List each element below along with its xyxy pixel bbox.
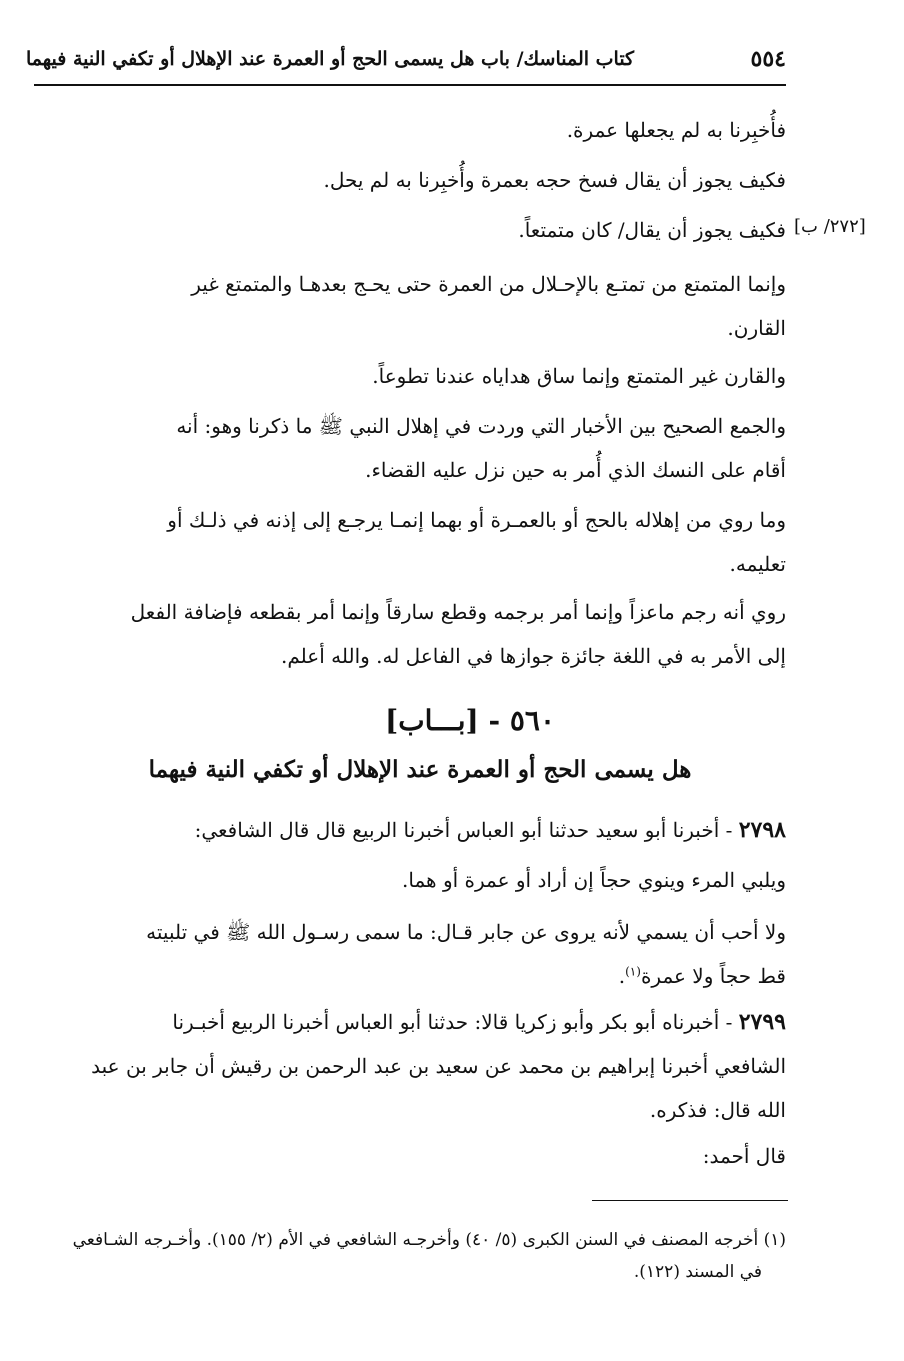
paragraph-line: فأُخبِرنا به لم يجعلها عمرة.	[566, 118, 786, 142]
paragraph-line	[30, 954, 786, 998]
section-title: هل يسمى الحج أو العمرة عند الإهلال أو تكفي النية فيهما	[148, 756, 692, 783]
footnote	[34, 1224, 786, 1288]
paragraph-line: أقام على النسك الذي أُمر به حين نزل عليه القضاء.	[365, 458, 786, 482]
hadith-isnad-text: - أخبرناه أبو بكر وأبو زكريا قالا: حدثنا أبو العباس أخبرنا الربيع أخبـرنا	[172, 1010, 739, 1034]
paragraph-line: وما روي من إهلاله بالحج أو بالعمـرة أو بهما إنمـا يرجـع إلى إذنه في ذلـك أو	[167, 508, 786, 532]
hadith-number: ٢٧٩٨	[738, 817, 786, 843]
hadith-2799	[30, 1000, 786, 1132]
paragraph-2	[90, 158, 786, 202]
footnote-line: (١) أخرجه المصنف في السنن الكبرى (٥/ ٤٠) وأخرجـه الشافعي في الأم (٢/ ١٥٥). وأخـرجه الشـافعي	[72, 1230, 786, 1250]
paragraph-7	[30, 498, 786, 586]
paragraph-line: ولا أحب أن يسمي لأنه يروى عن جابر قـال: ما سمى رسـول الله ﷺ في تلبيته	[146, 920, 786, 944]
paragraph-line	[30, 1000, 786, 1044]
paragraph-line: الشافعي أخبرنا إبراهيم بن محمد عن سعيد بن عبد الرحمن بن رقيش أن جابر بن عبد	[91, 1054, 786, 1078]
paragraph-line: فكيف يجوز أن يقال/ كان متمتعاً.	[518, 218, 786, 242]
hadith-2799-comment	[90, 1134, 786, 1178]
paragraph-5	[90, 354, 786, 398]
paragraph-line: فكيف يجوز أن يقال فسخ حجه بعمرة وأُخبِرنا به لم يحل.	[323, 168, 786, 192]
paragraph-line: تعليمه.	[729, 552, 786, 576]
footnote-line: في المسند (١٢٢).	[633, 1262, 762, 1282]
manuscript-folio-marker: [٢٧٢/ ب]	[794, 216, 866, 237]
paragraph-text: قط حجاً ولا عمرة	[640, 964, 786, 988]
paragraph-4	[30, 262, 786, 350]
page-number: ٥٥٤	[750, 46, 786, 72]
full-stop: .	[618, 964, 626, 988]
paragraph-line: إلى الأمر به في اللغة جائزة جوازها في الفاعل له. والله أعلم.	[281, 644, 786, 668]
running-title: كتاب المناسك/ باب هل يسمى الحج أو العمرة عند الإهلال أو تكفي النية فيهما	[26, 48, 635, 70]
header-rule	[34, 84, 786, 86]
footnote-reference[interactable]: (١)	[625, 964, 641, 979]
hadith-isnad-text: - أخبرنا أبو سعيد حدثنا أبو العباس أخبرنا الربيع قال قال الشافعي:	[194, 818, 739, 842]
paragraph-line: الله قال: فذكره.	[649, 1098, 786, 1122]
paragraph-line	[30, 808, 786, 852]
hadith-number: ٢٧٩٩	[738, 1009, 786, 1035]
paragraph-line: ويلبي المرء وينوي حجاً إن أراد أو عمرة أو هما.	[402, 868, 786, 892]
paragraph-8	[30, 590, 786, 678]
page-header	[26, 44, 786, 78]
paragraph-6	[30, 404, 786, 492]
hadith-2798	[30, 808, 786, 852]
section-number-heading: ٥٦٠ - [بـــاب]	[384, 704, 556, 737]
hadith-2798-report	[30, 910, 786, 998]
paragraph-line: وإنما المتمتع من تمتـع بالإحـلال من العمرة حتى يحـج بعدهـا والمتمتع غير	[191, 272, 786, 296]
paragraph-1	[90, 108, 786, 152]
paragraph-line: قال أحمد:	[702, 1144, 786, 1168]
paragraph-line: والجمع الصحيح بين الأخبار التي وردت في إهلال النبي ﷺ ما ذكرنا وهو: أنه	[176, 414, 786, 438]
paragraph-line: والقارن غير المتمتع وإنما ساق هداياه عندنا تطوعاً.	[372, 364, 786, 388]
footnote-rule	[592, 1200, 788, 1201]
paragraph-3	[90, 208, 786, 252]
paragraph-line: روي أنه رجم ماعزاً وإنما أمر برجمه وقطع سارقاً وإنما أمر بقطعه فإضافة الفعل	[130, 600, 786, 624]
hadith-2798-text	[90, 858, 786, 902]
paragraph-line: القارن.	[727, 316, 786, 340]
